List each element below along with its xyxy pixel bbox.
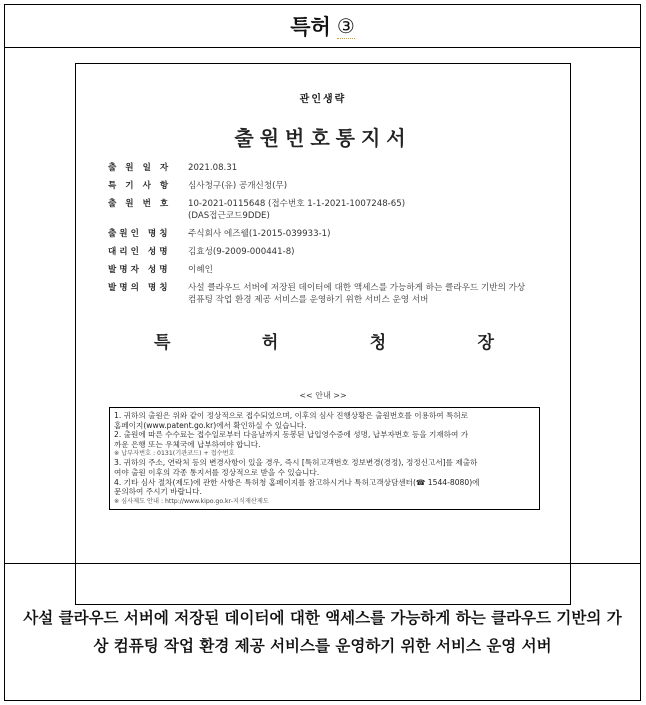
guide-line: 까운 은행 또는 우체국에 납부하여야 합니다.: [114, 439, 261, 449]
field-label: 특 기 사 항: [108, 181, 172, 191]
field-value-line: 심사청구(유) 공개신청(무): [188, 181, 288, 191]
document-frame: [4, 4, 641, 701]
field-value-line: 2021.08.31: [188, 163, 238, 173]
guide-line: 홈페이지(www.patent.go.kr)에서 확인하실 수 있습니다.: [114, 420, 307, 430]
field-value: [188, 264, 548, 276]
office-name-char: 장: [477, 333, 494, 353]
field-value: [188, 180, 548, 192]
field-value: [188, 198, 548, 222]
field-label: 발명자 성명: [108, 265, 171, 275]
seal-omitted-label: 관인생략: [299, 94, 347, 105]
guide-line: 3. 귀하의 주소, 연락처 등의 변경사항이 있을 경우, 즉시 [특허고객번호 정보변경(경정), 정정신고서]를 제출하: [114, 458, 478, 468]
guide-line: 문의하여 주시기 바랍니다.: [114, 487, 202, 497]
field-row: [108, 162, 548, 174]
header-title: 특허: [290, 14, 331, 39]
field-label: 출 원 번 호: [108, 199, 172, 209]
guide-box: [109, 407, 540, 510]
field-row: [108, 198, 548, 222]
field-value-line: 이혜인: [188, 265, 213, 275]
guide-line: 여야 출원 이후의 각종 통지서를 정상적으로 받을 수 있습니다.: [114, 467, 320, 477]
field-value-line: 컴퓨팅 작업 환경 제공 서비스를 운영하기 위한 서비스 운영 서버: [188, 295, 429, 305]
invention-caption: [5, 563, 640, 700]
field-label: 대리인 성명: [108, 247, 171, 257]
header-number: ③: [336, 13, 355, 38]
guide-note: ※ 납부자번호 : 0131(기관코드) + 접수번호: [114, 450, 235, 458]
office-name-char: 허: [261, 333, 279, 353]
field-value: [188, 228, 548, 240]
field-value: [188, 282, 548, 306]
field-value-line: (DAS접근코드9DDE): [188, 211, 270, 221]
field-row: [108, 228, 548, 240]
field-row: [108, 264, 548, 276]
field-value-line: 10-2021-0115648 (접수번호 1-1-2021-1007248-65): [188, 199, 406, 209]
field-label: 출 원 일 자: [108, 163, 172, 173]
section-header: [5, 5, 640, 48]
field-value: [188, 246, 548, 258]
caption-text: 사설 클라우드 서버에 저장된 데이터에 대한 액세스를 가능하게 하는 클라우드 기반의 가상 컴퓨팅 작업 환경 제공 서비스를 운영하기 위한 서비스 운영 서버: [23, 608, 622, 655]
office-name-char: 청: [369, 333, 387, 353]
field-label: 발명의 명칭: [108, 283, 171, 293]
office-name: [154, 328, 494, 353]
guide-line: 2. 출원에 따른 수수료는 접수일로부터 다음날까지 동봉된 납입영수증에 성명, 납부자번호 등을 기재하여 가: [114, 430, 469, 440]
field-value-line: 김효성(9-2009-000441-8): [188, 247, 295, 257]
application-fields: [108, 162, 548, 312]
guide-line: 4. 기타 심사 절차(제도)에 관한 사항은 특허청 홈페이지를 참고하시거나 특허고객상담센터(☎ 1544-8080)에: [114, 477, 480, 487]
guide-heading: << 안내 >>: [299, 391, 347, 400]
field-row: [108, 180, 548, 192]
field-row: [108, 246, 548, 258]
notice-title: 출원번호통지서: [234, 126, 412, 150]
field-row: [108, 282, 548, 306]
guide-note: ※ 심사제도 안내 : http://www.kipo.go.kr-지식재산제도: [114, 497, 269, 505]
guide-line: 1. 귀하의 출원은 위와 같이 정상적으로 접수되었으며, 이후의 심사 진행상황은 출원번호를 이용하여 특허로: [114, 411, 469, 420]
field-value-line: 사설 클라우드 서버에 저장된 데이터에 대한 액세스를 가능하게 하는 클라우드 기반의 가상: [188, 283, 526, 293]
office-name-char: 특: [154, 333, 171, 353]
field-label: 출원인 명칭: [108, 229, 171, 239]
field-value: [188, 162, 548, 174]
patent-application-notice: [75, 63, 571, 605]
field-value-line: 주식회사 에즈웰(1-2015-039933-1): [188, 229, 331, 239]
